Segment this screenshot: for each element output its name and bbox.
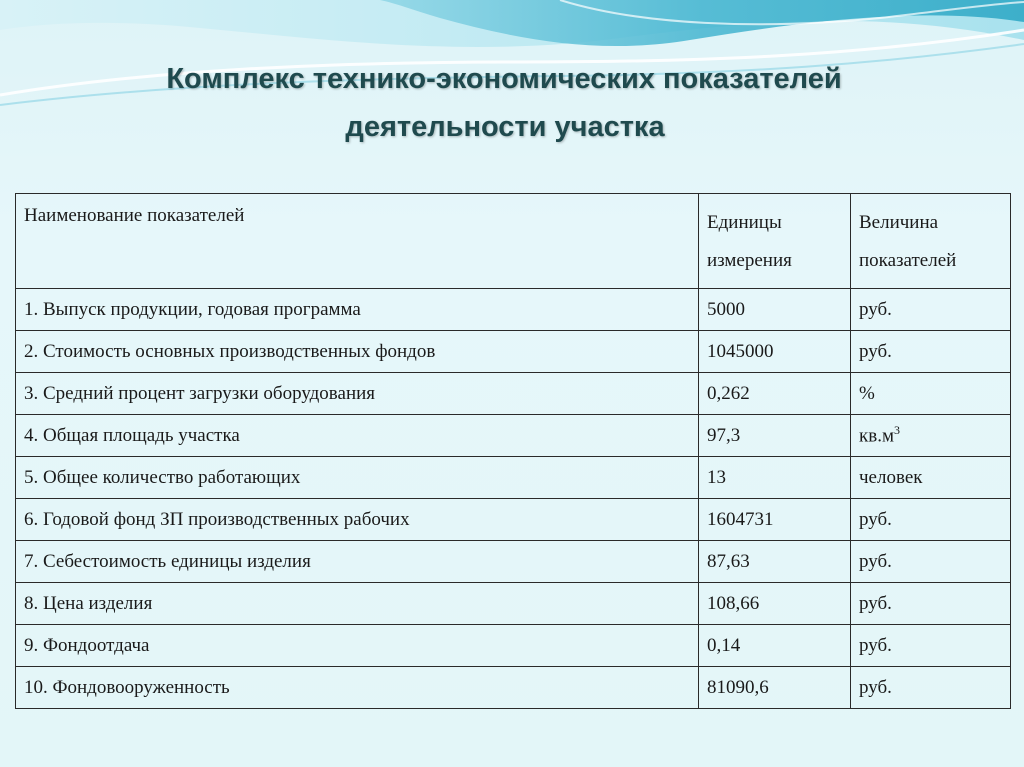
row-col3: %	[851, 373, 1011, 415]
row-col3: руб.	[851, 499, 1011, 541]
row-name: 4. Общая площадь участка	[16, 415, 699, 457]
row-name: 1. Выпуск продукции, годовая программа	[16, 289, 699, 331]
table-row	[16, 415, 1011, 457]
metrics-table	[15, 193, 1011, 709]
row-name: 5. Общее количество работающих	[16, 457, 699, 499]
row-name: 7. Себестоимость единицы изделия	[16, 541, 699, 583]
row-col2: 0,262	[699, 373, 851, 415]
row-col3: руб.	[851, 331, 1011, 373]
table-row	[16, 331, 1011, 373]
row-name: 10. Фондовооруженность	[16, 667, 699, 709]
row-name: 9. Фондоотдача	[16, 625, 699, 667]
row-name: 3. Средний процент загрузки оборудования	[16, 373, 699, 415]
table-row	[16, 457, 1011, 499]
row-col2: 81090,6	[699, 667, 851, 709]
row-col3: руб.	[851, 667, 1011, 709]
row-col3: руб.	[851, 289, 1011, 331]
page-title-line1: Комплекс технико-экономических показателей	[166, 63, 842, 95]
row-name: 2. Стоимость основных производственных фондов	[16, 331, 699, 373]
row-col2: 1045000	[699, 331, 851, 373]
row-col2: 13	[699, 457, 851, 499]
table-row	[16, 289, 1011, 331]
row-name: 8. Цена изделия	[16, 583, 699, 625]
row-col3	[851, 415, 1011, 457]
row-col2: 108,66	[699, 583, 851, 625]
table-row	[16, 373, 1011, 415]
row-col2: 97,3	[699, 415, 851, 457]
row-col3-unit: кв.м	[859, 425, 894, 447]
page-title-line2: деятельности участка	[345, 111, 665, 143]
header-value-line2: показателей	[859, 250, 957, 271]
row-col3-sup: 3	[893, 423, 900, 438]
row-name: 6. Годовой фонд ЗП производственных рабочих	[16, 499, 699, 541]
row-col3: человек	[851, 457, 1011, 499]
row-col2: 0,14	[699, 625, 851, 667]
row-col2: 5000	[699, 289, 851, 331]
header-units-line2: измерения	[707, 250, 792, 271]
header-name: Наименование показателей	[16, 194, 699, 289]
row-col3: руб.	[851, 541, 1011, 583]
table-row	[16, 541, 1011, 583]
row-col3: руб.	[851, 625, 1011, 667]
table-row	[16, 499, 1011, 541]
header-value	[851, 194, 1011, 289]
table-row	[16, 667, 1011, 709]
row-col2: 1604731	[699, 499, 851, 541]
header-units	[699, 194, 851, 289]
page-title	[0, 55, 1010, 151]
header-units-line1: Единицы	[707, 212, 782, 233]
table-row	[16, 625, 1011, 667]
row-col3: руб.	[851, 583, 1011, 625]
table-header-row	[16, 194, 1011, 289]
row-col2: 87,63	[699, 541, 851, 583]
header-value-line1: Величина	[859, 212, 939, 233]
table-row	[16, 583, 1011, 625]
